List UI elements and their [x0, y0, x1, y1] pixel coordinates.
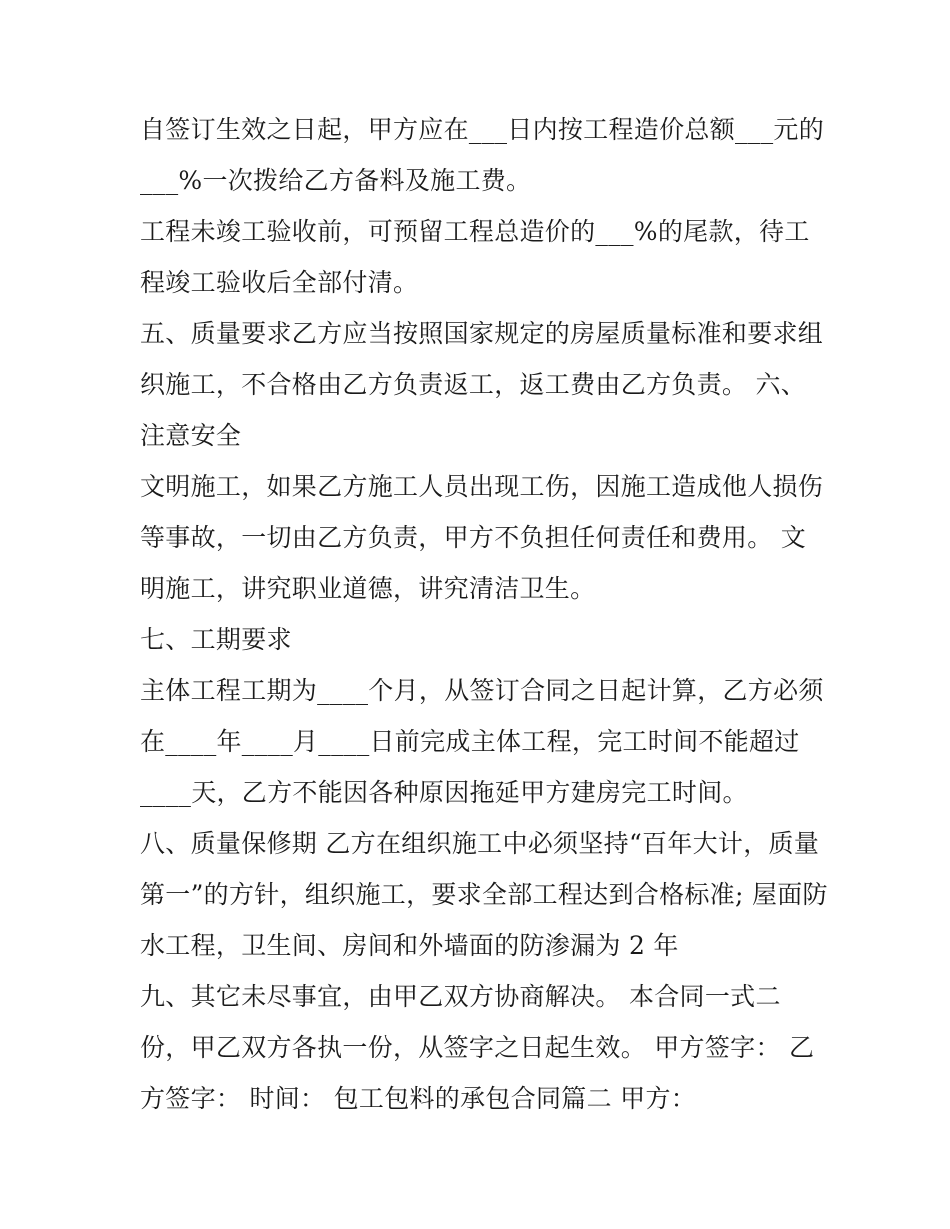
text-line: 程竣工验收后全部付清。 [140, 268, 419, 297]
text-line: 九、其它未尽事宜，由甲乙双方协商解决。 本合同一式二 [140, 982, 781, 1011]
text-line: 明施工，讲究职业道德，讲究清洁卫生。 [140, 574, 596, 603]
text-line: ___%一次拨给乙方备料及施工费。 [140, 166, 532, 195]
text-line: 七、工期要求 [140, 625, 292, 654]
text-line: 八、质量保修期 乙方在组织施工中必须坚持“百年大计，质量 [140, 829, 820, 858]
text-line: 注意安全 [140, 421, 242, 450]
contract-text [140, 104, 828, 1124]
text-line: 自签订生效之日起，甲方应在___日内按工程造价总额___元的 [140, 115, 825, 144]
text-line: 方签字： 时间： 包工包料的承包合同篇二 甲方： [140, 1084, 697, 1113]
text-line: ____天，乙方不能因各种原因拖延甲方建房完工时间。 [140, 778, 748, 807]
text-line: 织施工，不合格由乙方负责返工，返工费由乙方负责。 六、 [140, 370, 807, 399]
text-line: 主体工程工期为____个月，从签订合同之日起计算，乙方必须 [140, 676, 824, 705]
text-line: 份，甲乙双方各执一份，从签字之日起生效。 甲方签字： 乙 [140, 1033, 815, 1062]
text-line: 工程未竣工验收前，可预留工程总造价的___%的尾款，待工 [140, 217, 810, 246]
text-line: 在____年____月____日前完成主体工程，完工时间不能超过 [140, 727, 800, 756]
text-line: 水工程，卫生间、房间和外墙面的防渗漏为 2 年 [140, 931, 679, 960]
text-line: 第一”的方针，组织施工，要求全部工程达到合格标准; 屋面防 [140, 880, 828, 909]
text-line: 等事故，一切由乙方负责，甲方不负担任何责任和费用。 文 [140, 523, 807, 552]
text-line: 文明施工，如果乙方施工人员出现工伤，因施工造成他人损伤 [140, 472, 824, 501]
text-line: 五、质量要求乙方应当按照国家规定的房屋质量标准和要求组 [140, 319, 824, 348]
